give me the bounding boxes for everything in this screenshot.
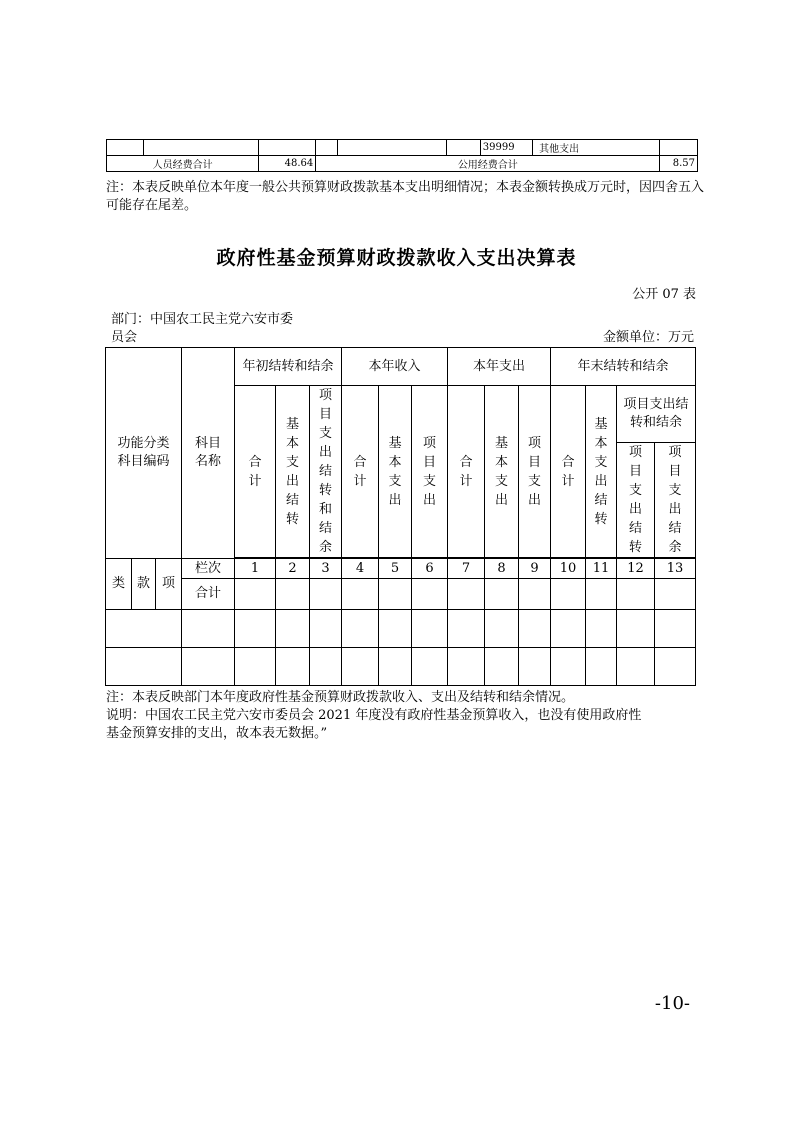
top-note bbox=[106, 179, 706, 215]
col-header: 项目支出 bbox=[412, 386, 448, 558]
note-line: 注：本表反映单位本年度一般公共预算财政拨款基本支出明细情况；本表金额转换成万元时，因四舍五入 bbox=[106, 180, 705, 195]
table-cell bbox=[446, 140, 480, 156]
column-number: 4 bbox=[342, 559, 379, 579]
column-index-label: 栏次 bbox=[182, 559, 235, 579]
page-number: -10- bbox=[654, 993, 690, 1014]
note-line: 注：本表反映部门本年度政府性基金预算财政拨款收入、支出及结转和结余情况。 bbox=[106, 690, 575, 705]
col-header: 项目支出结转 bbox=[617, 443, 655, 558]
department-line: 员会 bbox=[111, 330, 138, 345]
note-line: 可能存在尾差。 bbox=[106, 198, 198, 213]
department bbox=[111, 311, 293, 347]
column-number: 5 bbox=[379, 559, 412, 579]
table-cell bbox=[143, 140, 258, 156]
col-header: 基本支出 bbox=[485, 386, 519, 558]
fund-table bbox=[105, 347, 696, 686]
amount-unit: 金额单位：万元 bbox=[602, 330, 694, 345]
group-opening-header: 年初结转和结余 bbox=[235, 348, 342, 386]
column-number: 2 bbox=[276, 559, 310, 579]
col-header: 基本支出结转 bbox=[276, 386, 310, 558]
kuan-header: 款 bbox=[132, 559, 156, 610]
table-cell bbox=[337, 140, 446, 156]
form-code: 公开 07 表 bbox=[632, 287, 696, 302]
lei-header: 类 bbox=[106, 559, 132, 610]
column-number: 3 bbox=[310, 559, 342, 579]
col-header: 合计 bbox=[342, 386, 379, 558]
col-header: 项目支出结余 bbox=[655, 443, 696, 558]
personnel-total-value: 48.64 bbox=[259, 156, 316, 172]
column-number: 10 bbox=[551, 559, 586, 579]
group-closing-header: 年末结转和结余 bbox=[551, 348, 696, 386]
table-row bbox=[106, 579, 696, 610]
column-number: 8 bbox=[485, 559, 519, 579]
page-title: 政府性基金预算财政拨款收入支出决算表 bbox=[216, 247, 577, 269]
table-cell bbox=[107, 140, 144, 156]
column-number: 9 bbox=[519, 559, 551, 579]
column-number: 13 bbox=[655, 559, 696, 579]
note-line: 说明：中国农工民主党六安市委员会 2021 年度没有政府性基金预算收入，也没有使用政府性 bbox=[106, 708, 642, 723]
table-row bbox=[106, 559, 696, 579]
xiang-header: 项 bbox=[156, 559, 182, 610]
func-code-header: 功能分类科目编码 bbox=[106, 348, 182, 559]
col-header: 合计 bbox=[235, 386, 276, 558]
column-number: 1 bbox=[235, 559, 276, 579]
column-number: 6 bbox=[412, 559, 448, 579]
table-cell bbox=[660, 140, 698, 156]
col-header: 合计 bbox=[448, 386, 485, 558]
department-line: 部门：中国农工民主党六安市委 bbox=[111, 312, 294, 327]
col-header: 基本支出结转 bbox=[586, 386, 617, 558]
col-header: 项目支出结转和结余 bbox=[617, 386, 696, 443]
group-income-header: 本年收入 bbox=[342, 348, 448, 386]
personnel-total-label: 人员经费合计 bbox=[107, 156, 259, 172]
bottom-note bbox=[106, 689, 706, 743]
col-header: 基本支出 bbox=[379, 386, 412, 558]
table-cell bbox=[316, 140, 337, 156]
table-row bbox=[106, 648, 696, 686]
top-expense-table bbox=[106, 139, 698, 172]
public-total-label: 公用经费合计 bbox=[316, 156, 660, 172]
table-cell bbox=[259, 140, 316, 156]
expense-name: 其他支出 bbox=[533, 140, 660, 156]
table-row bbox=[107, 140, 698, 156]
public-total-value: 8.57 bbox=[660, 156, 698, 172]
note-line: 基金预算安排的支出，故本表无数据。” bbox=[106, 726, 328, 741]
group-expense-header: 本年支出 bbox=[448, 348, 551, 386]
col-header: 合计 bbox=[551, 386, 586, 558]
expense-code: 39999 bbox=[480, 140, 532, 156]
col-header: 项目支出 bbox=[519, 386, 551, 558]
col-header: 项目支出结转和结余 bbox=[310, 386, 342, 558]
table-row bbox=[106, 610, 696, 648]
column-number: 7 bbox=[448, 559, 485, 579]
subject-name-header: 科目名称 bbox=[182, 348, 235, 559]
column-number: 12 bbox=[617, 559, 655, 579]
table-row bbox=[106, 348, 696, 386]
total-row-label: 合计 bbox=[182, 579, 235, 610]
table-row bbox=[107, 156, 698, 172]
column-number: 11 bbox=[586, 559, 617, 579]
